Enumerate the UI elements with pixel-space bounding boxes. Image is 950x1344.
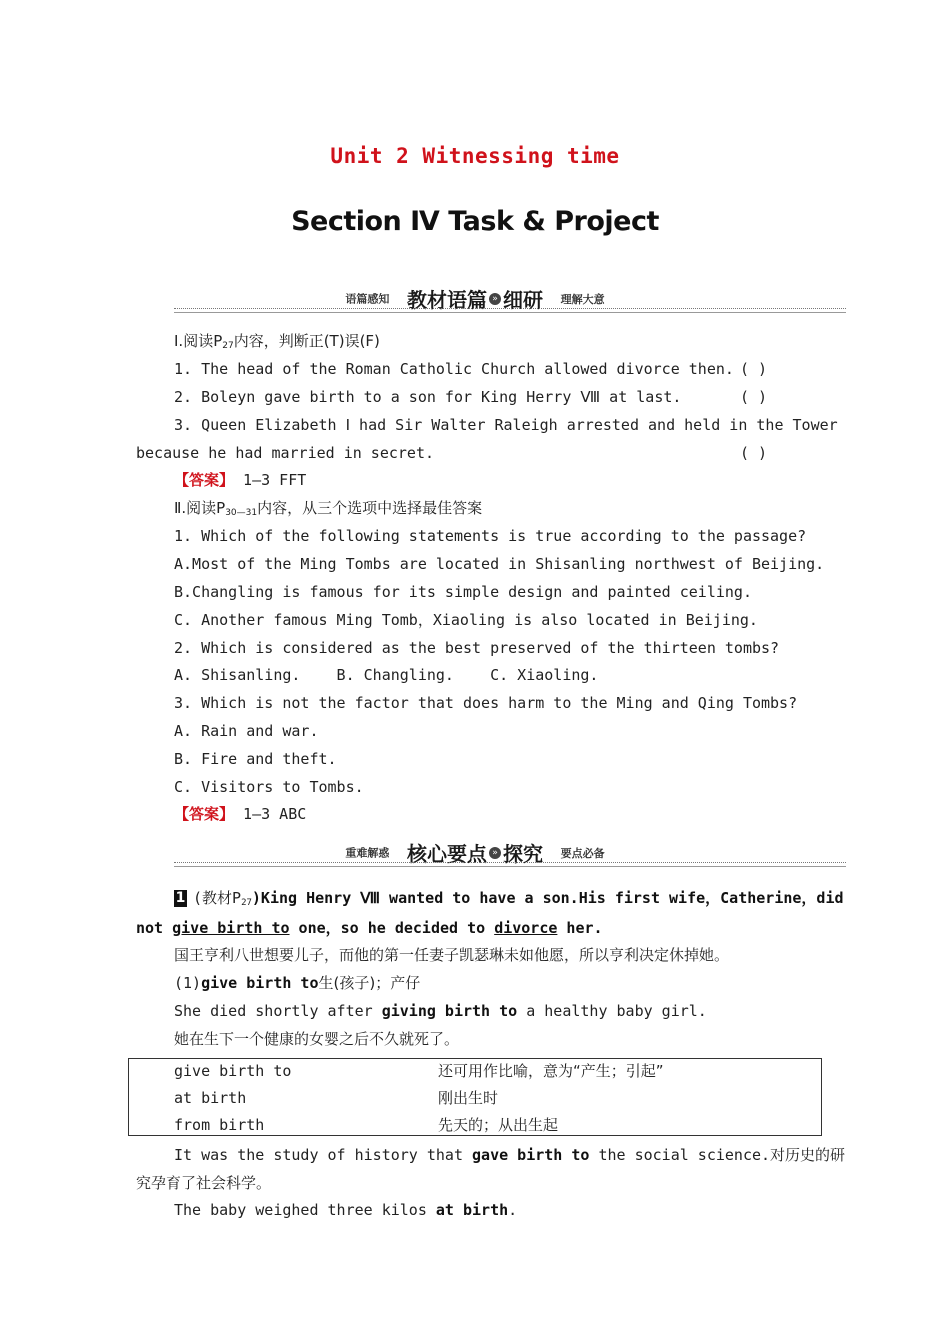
unit-title: Unit 2 Witnessing time — [330, 144, 620, 168]
key-point-intro-continued: not give birth to one，so he decided to divorce her. — [136, 919, 603, 937]
table-phrase: from birth — [174, 1116, 265, 1134]
banner-left-label: 重难解惑 — [345, 846, 390, 860]
question-item: 2. Boleyn gave birth to a son for King Herry Ⅷ at last. — [174, 388, 682, 406]
banner-title-left: 核心要点 — [407, 842, 487, 866]
answer-bracket: ( ) — [740, 360, 768, 378]
question-item-continued: because he had married in secret. — [136, 444, 435, 462]
table-phrase: at birth — [174, 1089, 247, 1107]
banner-right-label: 要点必备 — [560, 846, 605, 860]
point-number-badge: 1 — [175, 890, 186, 906]
banner-right-label: 理解大意 — [560, 292, 605, 306]
section-title: Section Ⅳ Task & Project — [291, 206, 659, 237]
key-point-translation: 国王亨利八世想要儿子，而他的第一任妻子凯瑟琳未如他愿，所以亨利决定休掉她。 — [174, 946, 730, 964]
part1-heading: Ⅰ.阅读$P_{27}$内容，判断正(T)误(F) — [174, 332, 380, 351]
table-meaning: 还可用作比喻，意为“产生；引起” — [438, 1062, 664, 1080]
banner-divider — [174, 866, 846, 867]
option-line: A. Shisanling. B. Changling. C. Xiaoling. — [174, 666, 599, 684]
key-point-intro: 1 (教材$P_{27})King$ Henry Ⅷ wanted to have a son.His first wife，Catherine，did — [175, 889, 844, 908]
answer-bracket: ( ) — [740, 444, 768, 462]
banner-left-label: 语篇感知 — [345, 292, 390, 306]
part2-heading: Ⅱ.阅读$P_{30—31}$内容，从三个选项中选择最佳答案 — [174, 499, 483, 518]
underlined-phrase: divorce — [494, 919, 558, 937]
banner-title-left: 教材语篇 — [407, 288, 487, 312]
example-translation: 她在生下一个健康的女婴之后不久就死了。 — [174, 1030, 460, 1048]
example-sentence: The baby weighed three kilos at birth. — [174, 1201, 518, 1219]
banner-divider — [174, 308, 846, 309]
table-meaning: 先天的；从出生起 — [438, 1116, 559, 1134]
question-line: 3. Which is not the factor that does harm to the Ming and Qing Tombs? — [174, 694, 798, 712]
question-item: 1. The head of the Roman Catholic Church allowed divorce then. — [174, 360, 734, 378]
arrow-circle-icon: » — [489, 293, 501, 305]
answer-tag: 【答案】 — [174, 805, 235, 823]
banner-divider — [174, 862, 846, 863]
answer-bracket: ( ) — [740, 388, 768, 406]
banner-divider — [174, 312, 846, 313]
phrase-table — [128, 1058, 822, 1136]
option-line: B. Fire and theft. — [174, 750, 337, 768]
question-item: 3. Queen Elizabeth Ⅰ had Sir Walter Raleigh arrested and held in the Tower — [174, 416, 838, 434]
arrow-circle-icon: » — [489, 847, 501, 859]
option-line: C. Visitors to Tombs. — [174, 778, 364, 796]
table-meaning: 刚出生时 — [438, 1089, 499, 1107]
example-sentence: It was the study of history that gave birth to the social science.对历史的研 — [174, 1146, 846, 1164]
answer-line: 【答案】 1—3 FFT — [174, 471, 307, 489]
option-line: B.Changling is famous for its simple design and painted ceiling. — [174, 583, 752, 601]
table-phrase: give birth to — [174, 1062, 292, 1080]
question-line: 1. Which of the following statements is true according to the passage? — [174, 527, 807, 545]
banner-title-right: 细研 — [503, 288, 543, 312]
banner-title-right: 探究 — [503, 842, 543, 866]
example-sentence-continued: 究孕育了社会科学。 — [136, 1174, 272, 1192]
option-line: C. Another famous Ming Tomb，Xiaoling is also located in Beijing. — [174, 611, 758, 629]
question-line: 2. Which is considered as the best preserved of the thirteen tombs? — [174, 639, 780, 657]
underlined-phrase: give birth to — [172, 919, 290, 937]
sub-point-heading: (1)give birth to生(孩子)；产仔 — [174, 974, 421, 992]
example-sentence: She died shortly after giving birth to a healthy baby girl. — [174, 1002, 707, 1020]
answer-tag: 【答案】 — [174, 471, 235, 489]
option-line: A. Rain and war. — [174, 722, 319, 740]
answer-line: 【答案】 1—3 ABC — [174, 805, 307, 823]
option-line: A.Most of the Ming Tombs are located in Shisanling northwest of Beijing. — [174, 555, 825, 573]
